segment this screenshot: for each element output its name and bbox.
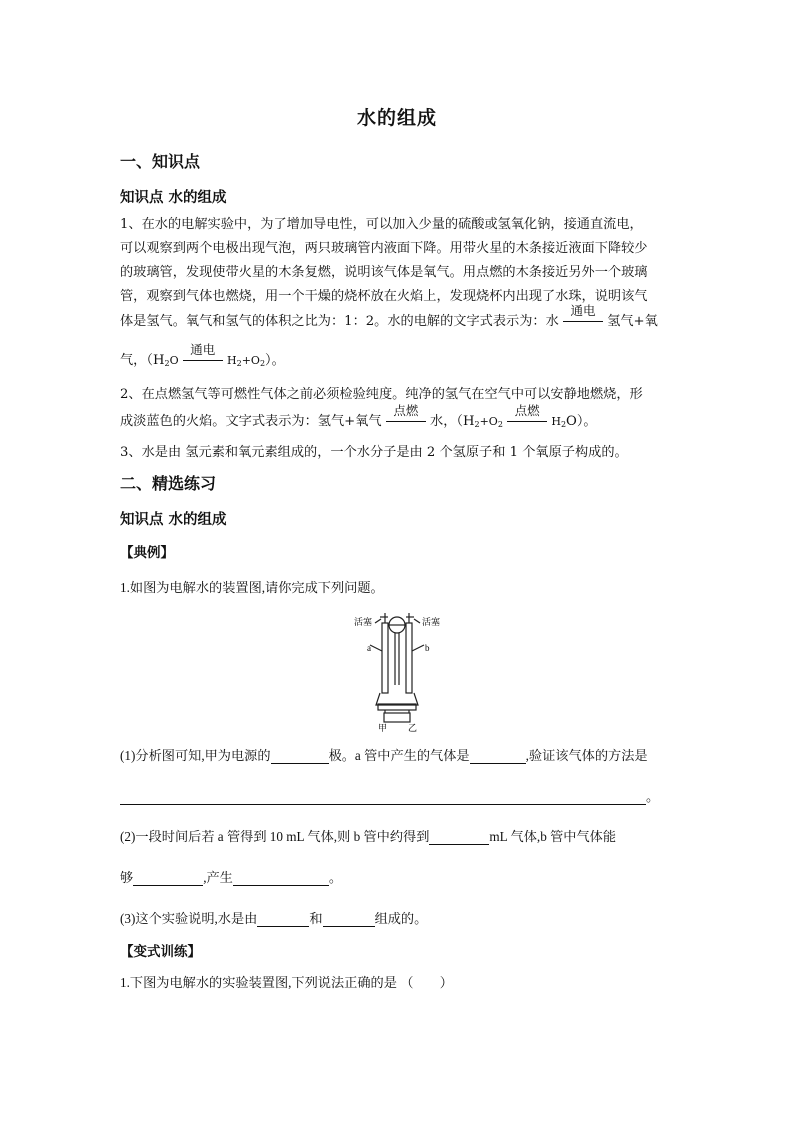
reaction-arrow xyxy=(183,360,223,361)
paragraph-line: 2、在点燃氢气等可燃性气体之前必须检验纯度。纯净的氢气在空气中可以安静地燃烧，形 xyxy=(120,387,643,402)
section-heading-practice: 二、精选练习 xyxy=(120,474,217,493)
question-text: (2)一段时间后若 a 管得到 10 mL 气体,则 b 管中约得到 xyxy=(120,829,430,844)
practice-label: 【变式训练】 xyxy=(120,944,201,960)
formula-text: H xyxy=(551,415,561,428)
subscript: 2 xyxy=(164,359,170,368)
question-text: 够 xyxy=(120,870,134,885)
condition-label: 点燃 xyxy=(514,403,540,418)
subscript: 2 xyxy=(236,359,242,368)
question-text: 1.如图为电解水的装置图,请你完成下列问题。 xyxy=(120,580,384,595)
condition-label: 通电 xyxy=(190,342,216,357)
subscript: 2 xyxy=(259,359,266,368)
question-part-3 xyxy=(120,908,427,927)
subscript: 2 xyxy=(497,420,503,429)
subscript: 2 xyxy=(474,420,480,429)
question-part-1-line2 xyxy=(120,786,659,805)
label-electrode-right: 乙 xyxy=(408,723,418,733)
formula-text: ）。 xyxy=(265,353,285,368)
formula-text: O）。 xyxy=(566,414,597,429)
answer-blank[interactable] xyxy=(257,912,309,927)
apparatus-drawing xyxy=(370,613,424,722)
paragraph-line: 的玻璃管，发现使带火星的木条复燃，说明该气体是氧气。用点燃的木条接近另外一个玻璃 xyxy=(120,265,648,280)
answer-blank[interactable] xyxy=(271,749,329,764)
formula-text: 气，（H xyxy=(120,353,165,368)
question-text: ,验证该气体的方法是 xyxy=(525,748,648,763)
paragraph-line: 1、在水的电解实验中，为了增加导电性，可以加入少量的硫酸或氢氧化钠，接通直流电， xyxy=(120,217,643,232)
subscript: 2 xyxy=(560,420,567,429)
example-label: 【典例】 xyxy=(120,545,174,561)
electrolysis-apparatus-diagram xyxy=(340,605,460,735)
label-tube-b: b xyxy=(425,643,430,653)
section-heading-knowledge: 一、知识点 xyxy=(120,152,201,171)
paragraph-line: 管，观察到气体也燃烧，用一个干燥的烧杯放在火焰上，发现烧杯内出现了水珠，说明该气 xyxy=(120,289,648,304)
subheading-water-composition-2: 知识点 水的组成 xyxy=(120,511,227,528)
paragraph-line: 3、水是由 氢元素和氧元素组成的，一个水分子是由 2 个氢原子和 1 个氧原子构成的。 xyxy=(120,445,628,460)
reaction-arrow xyxy=(563,321,603,322)
answer-blank[interactable] xyxy=(470,749,526,764)
answer-blank[interactable] xyxy=(133,871,203,886)
question-text: (3)这个实验说明,水是由 xyxy=(120,911,258,926)
answer-blank[interactable] xyxy=(120,790,646,805)
question-text: 1.下图为电解水的实验装置图,下列说法正确的是 （ ） xyxy=(120,975,453,990)
paragraph-text: 水，（H xyxy=(430,414,475,429)
label-electrode-left: 甲 xyxy=(378,723,388,733)
paragraph-line-equation xyxy=(120,403,597,429)
reaction-condition xyxy=(183,342,223,368)
page-title: 水的组成 xyxy=(356,107,437,129)
paragraph-text: 成淡蓝色的火焰。文字式表示为：氢气+氧气 xyxy=(120,414,382,429)
answer-blank[interactable] xyxy=(429,830,489,845)
question-text: 极。a 管中产生的气体是 xyxy=(328,748,470,763)
question-part-1 xyxy=(120,745,648,764)
label-left-valve: 活塞 xyxy=(353,617,372,627)
question-text: ,产生 xyxy=(203,870,233,885)
reaction-condition xyxy=(563,303,603,329)
label-tube-a: a xyxy=(367,643,371,653)
paragraph-line-equation xyxy=(120,303,658,329)
question-text: (1)分析图可知,甲为电源的 xyxy=(120,748,271,763)
question-part-2 xyxy=(120,826,616,845)
question-text: mL 气体,b 管中气体能 xyxy=(489,829,617,844)
question-text: 。 xyxy=(646,789,660,804)
question-part-2-line2 xyxy=(120,867,342,886)
subheading-water-composition: 知识点 水的组成 xyxy=(120,189,227,206)
condition-label: 点燃 xyxy=(393,403,419,418)
condition-label: 通电 xyxy=(570,303,596,318)
answer-blank[interactable] xyxy=(323,912,375,927)
formula-text: H xyxy=(227,354,237,367)
paragraph-text: 体是氢气。氧气和氢气的体积之比为：1：2。水的电解的文字式表示为：水 xyxy=(120,314,559,329)
paragraph-text: 氢气+氧 xyxy=(607,314,658,329)
formula-text: +O xyxy=(479,415,498,428)
reaction-arrow xyxy=(507,421,547,422)
reaction-arrow xyxy=(386,421,426,422)
formula-line xyxy=(120,342,285,368)
reaction-condition xyxy=(386,403,426,429)
label-right-valve: 活塞 xyxy=(422,617,441,627)
reaction-condition xyxy=(507,403,547,429)
formula-text: +O xyxy=(241,354,260,367)
question-text: 。 xyxy=(328,870,343,885)
question-text: 组成的。 xyxy=(374,911,428,926)
answer-blank[interactable] xyxy=(233,871,329,886)
formula-text: O xyxy=(169,354,179,367)
paragraph-line: 可以观察到两个电极出现气泡，两只玻璃管内液面下降。用带火星的木条接近液面下降较少 xyxy=(120,241,648,256)
question-text: 和 xyxy=(309,911,323,926)
